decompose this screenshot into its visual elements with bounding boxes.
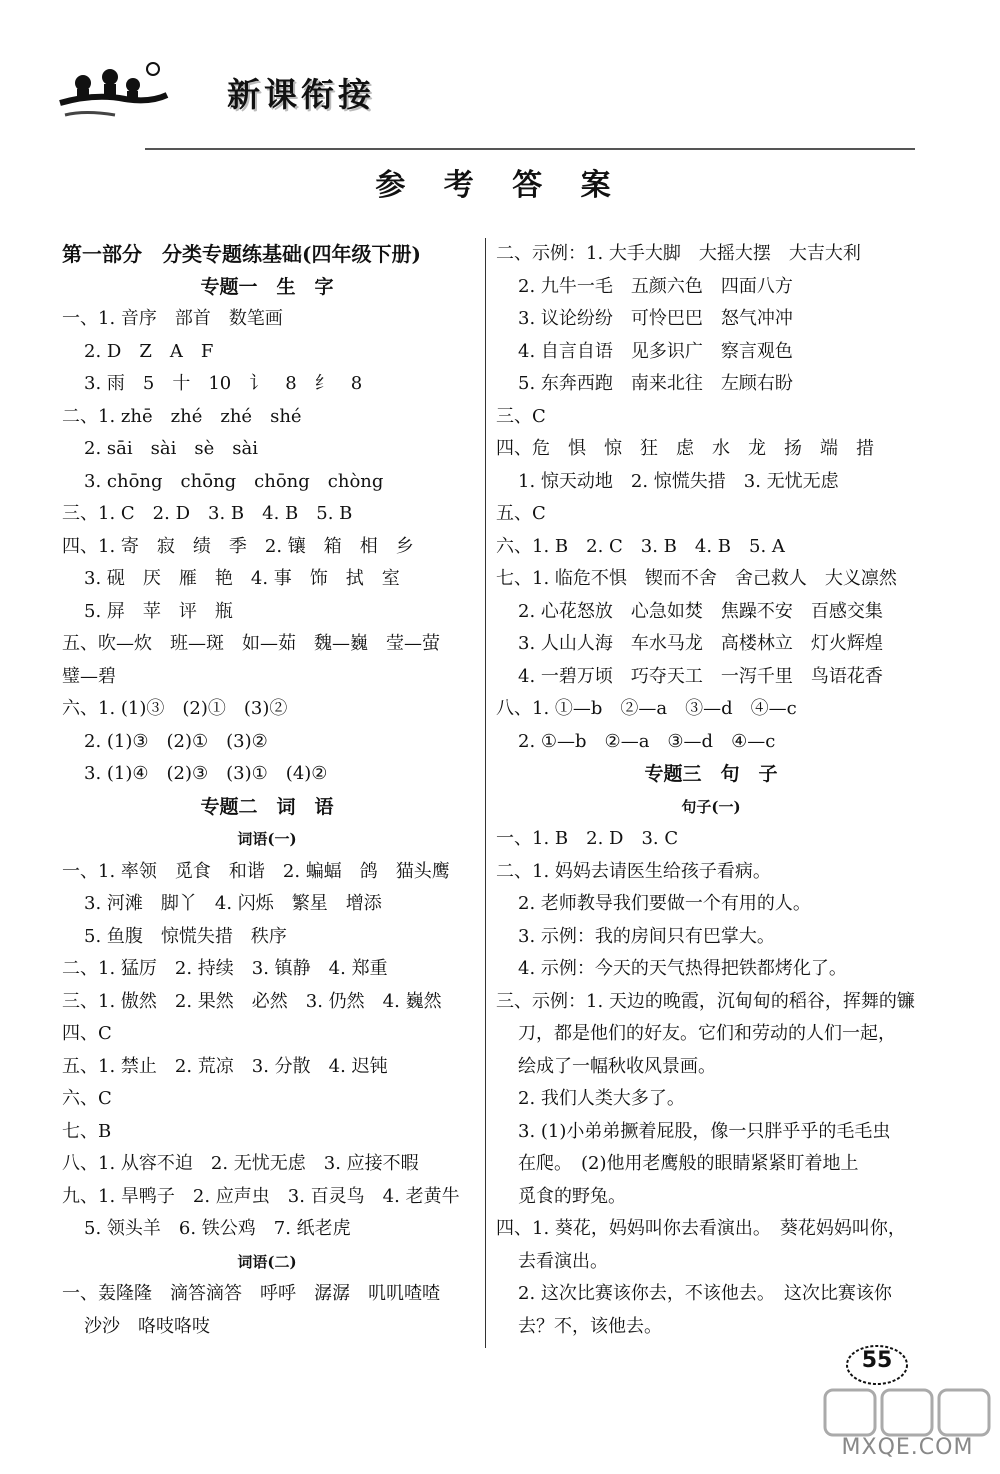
- right-answer-line: 去看演出。: [518, 1250, 608, 1272]
- right-answer-line: 2. 我们人类大多了。: [518, 1088, 685, 1109]
- children-on-branch-logo-icon: [55, 55, 170, 125]
- left-answer-line: 二、1. zhē zhé zhé shé: [62, 405, 302, 427]
- left-column: [62, 238, 472, 1343]
- right-answer-line: 4. 自言自语 见多识广 察言观色: [518, 340, 793, 362]
- left-answer-line: 3. 砚 厌 雁 艳 4. 事 饰 拭 室: [84, 568, 400, 589]
- right-answer-line: 去？不，该他去。: [518, 1315, 662, 1337]
- left-answer-line: 2. (1)③ (2)① (3)②: [84, 730, 268, 752]
- page-number: 55: [861, 1348, 893, 1373]
- left-answer-line: 2. sāi sài sè sài: [84, 438, 258, 459]
- left-answer-line: 3. (1)④ (2)③ (3)① (4)②: [84, 763, 328, 784]
- right-answer-line: 刀，都是他们的好友。它们和劳动的人们一起，: [518, 1023, 896, 1044]
- left-answer-line: 五、1. 禁止 2. 荒凉 3. 分散 4. 迟钝: [62, 1055, 388, 1077]
- left-answer-line: 一、轰隆隆 滴答滴答 呼呼 潺潺 叽叽喳喳: [62, 1283, 440, 1304]
- left-answer-line: 5. 屏 苹 评 瓶: [84, 600, 233, 622]
- left-answer-line: 3. 雨 5 十 10 讠 8 纟 8: [84, 373, 363, 394]
- right-answer-line: 1. 惊天动地 2. 惊慌失措 3. 无忧无虑: [518, 470, 839, 492]
- right-answer-line: 二、示例：1. 大手大脚 大摇大摆 大吉大利: [496, 243, 861, 264]
- left-answer-line: 六、1. (1)③ (2)① (3)②: [62, 698, 288, 719]
- right-column: [496, 238, 926, 1343]
- left-answer-line: 八、1. 从容不迫 2. 无忧无虑 3. 应接不暇: [62, 1153, 419, 1174]
- right-answer-line: 3. (1)小弟弟撅着屁股，像一只胖乎乎的毛毛虫: [518, 1120, 891, 1142]
- right-answer-line: 五、C: [496, 503, 546, 524]
- left-answer-line: 3. chōng chōng chōng chòng: [84, 470, 384, 492]
- left-answer-line: 璧—碧: [62, 665, 116, 687]
- left-answer-line: 专题二 词 语: [200, 795, 334, 818]
- right-answer-line: 3. 人山人海 车水马龙 高楼林立 灯火辉煌: [518, 633, 883, 654]
- watermark: [820, 1385, 995, 1470]
- right-answer-line: 3. 议论纷纷 可怜巴巴 怒气冲冲: [518, 308, 793, 329]
- header-rule: [145, 148, 915, 150]
- left-answer-line: 词语(二): [237, 1252, 297, 1271]
- left-answer-line: 一、1. 率领 觅食 和谐 2. 蝙蝠 鸽 猫头鹰: [62, 860, 450, 882]
- left-answer-line: 三、1. 傲然 2. 果然 必然 3. 仍然 4. 巍然: [62, 990, 442, 1012]
- watermark-logo-icon: [820, 1385, 995, 1440]
- left-answer-line: 词语(一): [237, 830, 297, 848]
- left-answer-line: 三、1. C 2. D 3. B 4. B 5. B: [62, 503, 353, 524]
- page-number-badge: [842, 1342, 912, 1388]
- left-answer-line: 5. 鱼腹 惊慌失措 秩序: [84, 925, 287, 947]
- left-answer-line: 第一部分 分类专题练基础(四年级下册): [62, 242, 421, 266]
- right-answer-line: 三、示例：1. 天边的晚霞，沉甸甸的稻谷，挥舞的镰: [496, 990, 915, 1012]
- right-answer-line: 二、1. 妈妈去请医生给孩子看病。: [496, 860, 771, 882]
- left-answer-line: 四、1. 寄 寂 绩 季 2. 镶 箱 相 乡: [62, 535, 414, 557]
- left-answer-line: 四、C: [62, 1023, 112, 1044]
- column-divider: [485, 238, 486, 1348]
- left-answer-line: 2. D Z A F: [84, 340, 214, 362]
- right-answer-line: 在爬。 (2)他用老鹰般的眼睛紧紧盯着地上: [518, 1153, 859, 1174]
- page-title: 参 考 答 案: [375, 168, 625, 203]
- header: [55, 55, 915, 125]
- left-answer-line: 3. 河滩 脚丫 4. 闪烁 繁星 增添: [84, 893, 382, 914]
- left-answer-line: 六、C: [62, 1088, 112, 1109]
- right-answer-line: 六、1. B 2. C 3. B 4. B 5. A: [496, 535, 785, 557]
- right-answer-line: 四、1. 葵花，妈妈叫你去看演出。 葵花妈妈叫你，: [496, 1218, 906, 1239]
- brand-title: 新课衔接: [227, 75, 375, 114]
- right-answer-line: 2. 九牛一毛 五颜六色 四面八方: [518, 275, 793, 297]
- right-answer-line: 4. 一碧万顷 巧夺天工 一泻千里 鸟语花香: [518, 665, 883, 687]
- right-answer-line: 2. 这次比赛该你去，不该他去。 这次比赛该你: [518, 1283, 892, 1304]
- right-answer-line: 绘成了一幅秋收风景画。: [518, 1055, 716, 1077]
- right-answer-line: 句子(一): [681, 797, 741, 816]
- right-answer-line: 三、C: [496, 405, 546, 427]
- watermark-text: MXQE.COM: [841, 1435, 974, 1460]
- right-answer-line: 七、1. 临危不惧 锲而不舍 舍己救人 大义凛然: [496, 568, 897, 589]
- right-answer-line: 四、危 惧 惊 狂 虑 水 龙 扬 端 措: [496, 438, 874, 459]
- left-answer-line: 二、1. 猛厉 2. 持续 3. 镇静 4. 郑重: [62, 958, 388, 979]
- left-answer-line: 专题一 生 字: [200, 275, 334, 298]
- left-answer-line: 沙沙 咯吱咯吱: [84, 1315, 210, 1337]
- right-answer-line: 2. 老师教导我们要做一个有用的人。: [518, 893, 811, 914]
- right-answer-line: 5. 东奔西跑 南来北往 左顾右盼: [518, 373, 793, 394]
- left-answer-line: 5. 领头羊 6. 铁公鸡 7. 纸老虎: [84, 1218, 351, 1239]
- left-answer-line: 九、1. 旱鸭子 2. 应声虫 3. 百灵鸟 4. 老黄牛: [62, 1185, 460, 1207]
- left-answer-line: 七、B: [62, 1120, 112, 1142]
- right-answer-line: 3. 示例：我的房间只有巴掌大。: [518, 925, 775, 947]
- right-answer-line: 2. ①—b ②—a ③—d ④—c: [518, 730, 776, 752]
- right-answer-line: 一、1. B 2. D 3. C: [496, 828, 679, 849]
- right-answer-line: 八、1. ①—b ②—a ③—d ④—c: [496, 698, 797, 719]
- right-answer-line: 专题三 句 子: [644, 763, 778, 785]
- right-answer-line: 2. 心花怒放 心急如焚 焦躁不安 百感交集: [518, 600, 883, 622]
- right-answer-line: 4. 示例：今天的天气热得把铁都烤化了。: [518, 958, 847, 979]
- right-answer-line: 觅食的野兔。: [518, 1185, 626, 1207]
- left-answer-line: 一、1. 音序 部首 数笔画: [62, 308, 283, 329]
- left-answer-line: 五、吹—炊 班—斑 如—茹 魏—巍 莹—萤: [62, 633, 440, 654]
